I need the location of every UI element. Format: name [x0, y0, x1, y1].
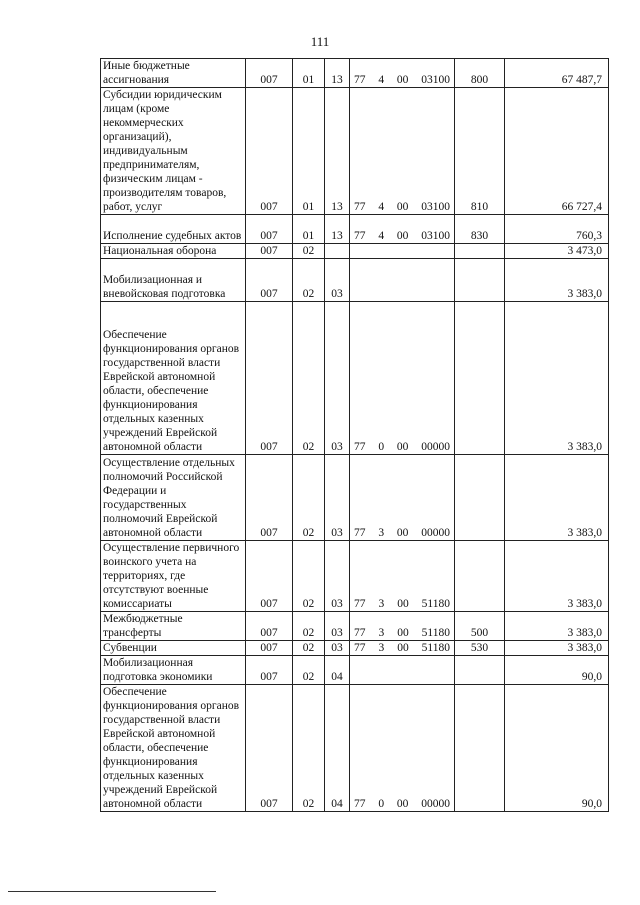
section-code: 02 — [293, 612, 325, 641]
target-article-code — [350, 656, 455, 685]
target-article-code — [350, 259, 455, 302]
expense-type-code: 830 — [455, 215, 505, 244]
target-article-code — [350, 88, 455, 215]
subsection-code: 04 — [325, 656, 350, 685]
expense-type-code — [455, 259, 505, 302]
row-name: Исполнение судебных актов — [101, 215, 246, 244]
csr-part: 4 — [378, 74, 385, 86]
row-name: Мобилизационная подготовка экономики — [101, 656, 246, 685]
amount: 90,0 — [505, 656, 609, 685]
csr-part: 00000 — [421, 441, 450, 453]
subsection-code: 03 — [325, 541, 350, 612]
table-row — [101, 455, 609, 541]
csr-part: 03100 — [421, 201, 450, 213]
amount: 3 383,0 — [505, 541, 609, 612]
amount: 3 383,0 — [505, 259, 609, 302]
table-row — [101, 59, 609, 88]
csr-part: 0 — [378, 798, 385, 810]
table-row — [101, 302, 609, 455]
table-row — [101, 685, 609, 812]
subsection-code: 03 — [325, 612, 350, 641]
csr-part: 03100 — [421, 230, 450, 242]
csr-part: 00 — [396, 798, 409, 810]
table-row — [101, 541, 609, 612]
target-article-code — [350, 455, 455, 541]
ved-code: 007 — [246, 641, 293, 656]
target-article-code — [350, 59, 455, 88]
row-name: Субвенции — [101, 641, 246, 656]
table-row — [101, 612, 609, 641]
subsection-code: 13 — [325, 88, 350, 215]
csr-part: 00 — [397, 627, 409, 639]
ved-code: 007 — [246, 612, 293, 641]
row-name: Иные бюджетные ассигнования — [101, 59, 246, 88]
amount: 67 487,7 — [505, 59, 609, 88]
csr-part: 00 — [396, 201, 409, 213]
section-code: 02 — [293, 685, 325, 812]
subsection-code: 03 — [325, 302, 350, 455]
section-code: 02 — [293, 656, 325, 685]
subsection-code: 13 — [325, 215, 350, 244]
subsection-code — [325, 244, 350, 259]
csr-part: 00 — [396, 230, 409, 242]
amount: 3 473,0 — [505, 244, 609, 259]
ved-code: 007 — [246, 541, 293, 612]
expense-type-code: 500 — [455, 612, 505, 641]
amount: 90,0 — [505, 685, 609, 812]
amount: 3 383,0 — [505, 612, 609, 641]
csr-part: 51180 — [421, 598, 450, 610]
csr-part: 77 — [354, 441, 366, 453]
csr-part: 77 — [354, 642, 366, 654]
ved-code: 007 — [246, 59, 293, 88]
expense-type-code: 800 — [455, 59, 505, 88]
subsection-code: 03 — [325, 455, 350, 541]
csr-part: 77 — [354, 798, 366, 810]
csr-part: 77 — [354, 627, 366, 639]
section-code: 01 — [293, 88, 325, 215]
csr-part: 00000 — [421, 527, 450, 539]
row-name: Осуществление отдельных полномочий Российской Федерации и государственных полномочий Еврейской автономной области — [101, 455, 246, 541]
csr-part: 51180 — [421, 627, 450, 639]
target-article-code — [350, 244, 455, 259]
subsection-code: 03 — [325, 259, 350, 302]
section-code: 02 — [293, 259, 325, 302]
row-name: Обеспечение функционирования органов государственной власти Еврейской автономной области, обеспечение функционирования отдельных казенных учреждений Еврейской автономной области — [101, 685, 246, 812]
section-code: 01 — [293, 215, 325, 244]
csr-part: 77 — [354, 201, 366, 213]
ved-code: 007 — [246, 259, 293, 302]
section-code: 02 — [293, 455, 325, 541]
row-name: Обеспечение функционирования органов государственной власти Еврейской автономной области, обеспечение функционирования отдельных казенных учреждений Еврейской автономной области — [101, 302, 246, 455]
subsection-code: 03 — [325, 641, 350, 656]
ved-code: 007 — [246, 656, 293, 685]
csr-part: 3 — [378, 642, 385, 654]
table-row — [101, 244, 609, 259]
csr-part: 00000 — [421, 798, 450, 810]
expense-type-code — [455, 455, 505, 541]
section-code: 02 — [293, 641, 325, 656]
expense-type-code: 810 — [455, 88, 505, 215]
target-article-code — [350, 541, 455, 612]
section-code: 02 — [293, 302, 325, 455]
amount: 66 727,4 — [505, 88, 609, 215]
table-row — [101, 215, 609, 244]
ved-code: 007 — [246, 455, 293, 541]
csr-part: 4 — [378, 201, 385, 213]
csr-part: 77 — [354, 527, 366, 539]
expense-type-code — [455, 541, 505, 612]
section-code: 01 — [293, 59, 325, 88]
ved-code: 007 — [246, 215, 293, 244]
csr-part: 4 — [378, 230, 385, 242]
csr-part: 00 — [396, 74, 409, 86]
ved-code: 007 — [246, 88, 293, 215]
csr-part: 00 — [396, 527, 409, 539]
target-article-code — [350, 215, 455, 244]
target-article-code — [350, 612, 455, 641]
table-row — [101, 641, 609, 656]
expense-type-code — [455, 302, 505, 455]
row-name: Национальная оборона — [101, 244, 246, 259]
amount: 3 383,0 — [505, 302, 609, 455]
target-article-code — [350, 302, 455, 455]
csr-part: 51180 — [421, 642, 450, 654]
csr-part: 00 — [397, 598, 409, 610]
csr-part: 0 — [378, 441, 385, 453]
budget-table — [100, 58, 609, 812]
expense-type-code: 530 — [455, 641, 505, 656]
ved-code: 007 — [246, 685, 293, 812]
csr-part: 03100 — [421, 74, 450, 86]
csr-part: 3 — [378, 598, 385, 610]
csr-part: 00 — [396, 441, 409, 453]
csr-part: 77 — [354, 598, 366, 610]
target-article-code — [350, 641, 455, 656]
ved-code: 007 — [246, 302, 293, 455]
subsection-code: 04 — [325, 685, 350, 812]
expense-type-code — [455, 685, 505, 812]
amount: 760,3 — [505, 215, 609, 244]
expense-type-code — [455, 244, 505, 259]
csr-part: 3 — [378, 627, 385, 639]
table-row — [101, 259, 609, 302]
row-name: Осуществление первичного воинского учета на территориях, где отсутствуют военные комиссариаты — [101, 541, 246, 612]
target-article-code — [350, 685, 455, 812]
section-code: 02 — [293, 244, 325, 259]
page-number: 111 — [310, 34, 330, 49]
expense-type-code — [455, 656, 505, 685]
csr-part: 3 — [378, 527, 385, 539]
csr-part: 77 — [354, 74, 366, 86]
section-code: 02 — [293, 541, 325, 612]
row-name: Межбюджетные трансферты — [101, 612, 246, 641]
row-name: Мобилизационная и вневойсковая подготовка — [101, 259, 246, 302]
row-name: Субсидии юридическим лицам (кроме некоммерческих организаций), индивидуальным предпринимателям, физическим лицам - производителям товаров, работ, услуг — [101, 88, 246, 215]
table-row — [101, 88, 609, 215]
csr-part: 77 — [354, 230, 366, 242]
subsection-code: 13 — [325, 59, 350, 88]
amount: 3 383,0 — [505, 641, 609, 656]
csr-part: 00 — [397, 642, 409, 654]
footnote-divider — [8, 891, 216, 892]
table-row — [101, 656, 609, 685]
amount: 3 383,0 — [505, 455, 609, 541]
ved-code: 007 — [246, 244, 293, 259]
